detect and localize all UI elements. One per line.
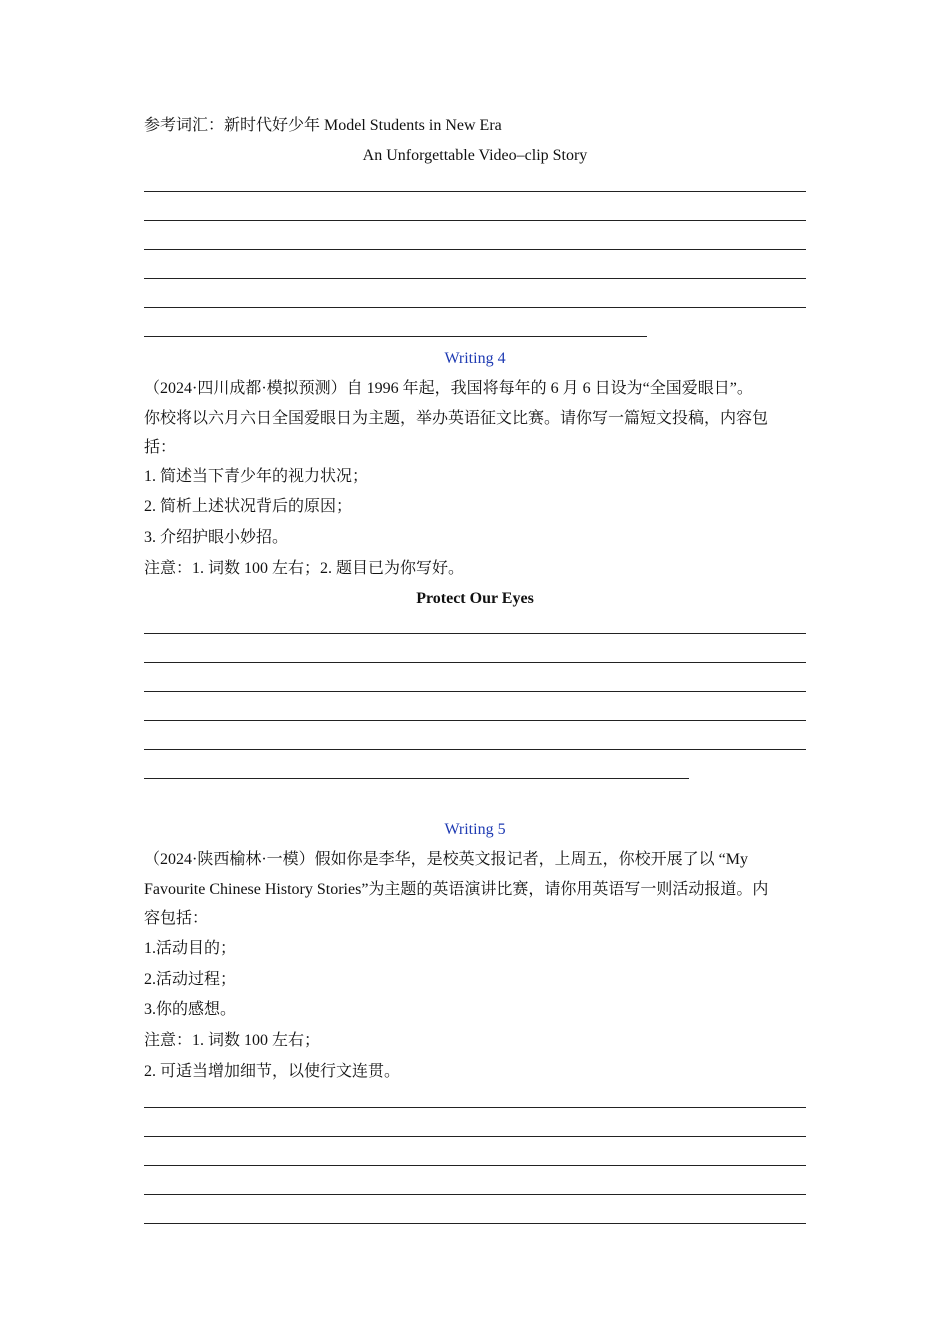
answer-line: [144, 633, 806, 634]
answer-line: [144, 720, 806, 721]
writing-5-point: 2.活动过程；: [144, 971, 237, 988]
writing-4-point: 3. 介绍护眼小妙招。: [144, 529, 289, 546]
writing-5-point: 3.你的感想。: [144, 1001, 237, 1018]
writing-5-prompt-line: Favourite Chinese History Stories”为主题的英语演讲比赛，请你用英语写一则活动报道。内: [144, 881, 769, 898]
writing-4-point: 2. 简析上述状况背后的原因；: [144, 498, 353, 515]
answer-line: [144, 662, 806, 663]
writing-4-prompt-line: 你校将以六月六日全国爱眼日为主题，举办英语征文比赛。请你写一篇短文投稿，内容包: [144, 410, 769, 427]
writing-5-note: 2. 可适当增加细节，以使行文连贯。: [144, 1063, 401, 1080]
answer-line: [144, 1223, 806, 1224]
writing-4-prompt-line: 括：: [144, 439, 177, 456]
essay-title-protect-our-eyes: Protect Our Eyes: [416, 590, 534, 607]
essay-title-video-clip: An Unforgettable Video–clip Story: [362, 147, 588, 164]
answer-line: [144, 220, 806, 221]
answer-line: [144, 749, 806, 750]
writing-4-prompt-line: （2024·四川成都·模拟预测）自 1996 年起，我国将每年的 6 月 6 日设为“全国爱眼日”。: [144, 380, 753, 397]
answer-line: [144, 1107, 806, 1108]
answer-line: [144, 691, 806, 692]
answer-line: [144, 191, 806, 192]
writing-5-prompt-line: 容包括：: [144, 910, 209, 927]
writing-4-heading: Writing 4: [444, 350, 506, 367]
answer-line-short: [144, 778, 689, 779]
writing-5-heading: Writing 5: [444, 821, 506, 838]
writing-5-note: 注意：1. 词数 100 左右；: [144, 1032, 321, 1049]
answer-line-short: [144, 336, 647, 337]
answer-line: [144, 1136, 806, 1137]
answer-line: [144, 1165, 806, 1166]
answer-line: [144, 1194, 806, 1195]
writing-4-note: 注意：1. 词数 100 左右；2. 题目已为你写好。: [144, 560, 465, 577]
answer-line: [144, 307, 806, 308]
writing-5-point: 1.活动目的；: [144, 940, 237, 957]
writing-5-prompt-line: （2024·陕西榆林·一模）假如你是李华，是校英文报记者，上周五，你校开展了以 “My: [144, 851, 748, 868]
answer-line: [144, 249, 806, 250]
reference-vocabulary: 参考词汇：新时代好少年 Model Students in New Era: [144, 117, 502, 134]
answer-line: [144, 278, 806, 279]
writing-4-point: 1. 简述当下青少年的视力状况；: [144, 468, 369, 485]
